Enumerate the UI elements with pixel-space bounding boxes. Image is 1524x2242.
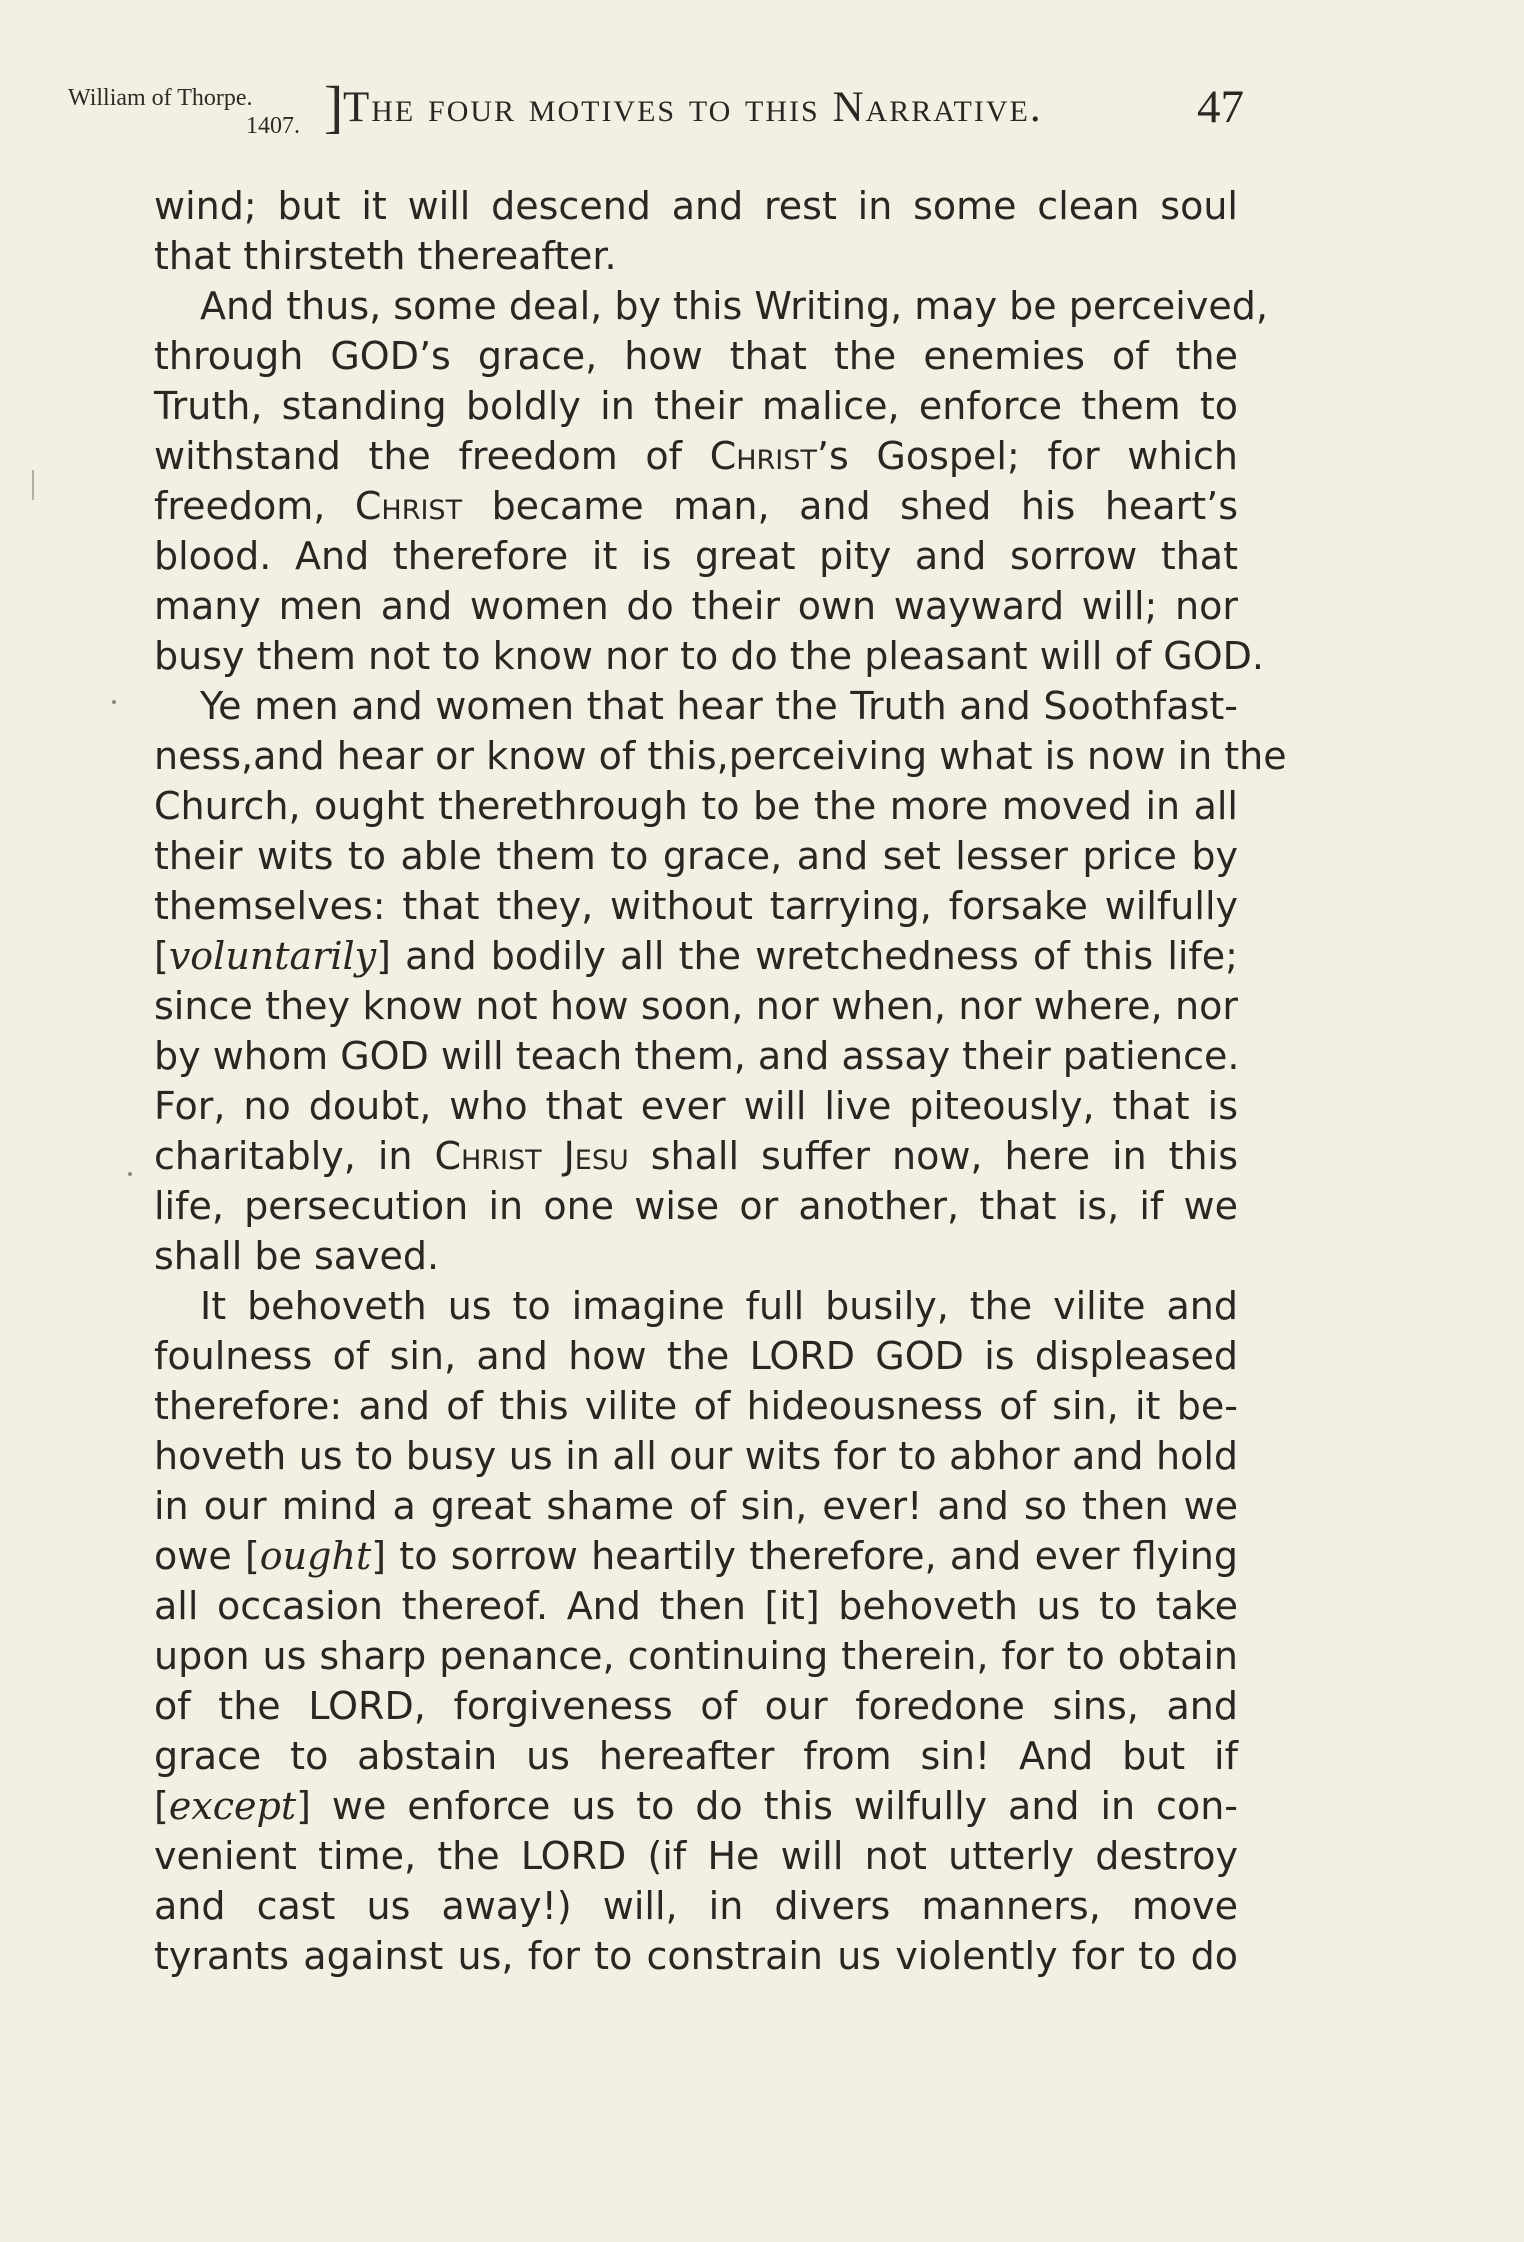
text-line: withstand the freedom of Christ’s Gospel; for which [154, 434, 1238, 478]
text-line: and cast us away!) will, in divers manners, move [154, 1884, 1238, 1928]
running-title: The four motives to this Narrative. [343, 84, 1043, 131]
text-line: all occasion thereof. And then [it] behoveth us to take [154, 1584, 1238, 1628]
text-line: in our mind a great shame of sin, ever! and so then we [154, 1484, 1238, 1528]
text-line: tyrants against us, for to constrain us violently for to do [154, 1934, 1238, 1978]
text-line: And thus, some deal, by this Writing, may be perceived, [200, 284, 1268, 328]
running-head [68, 70, 1244, 160]
margin-dot [112, 700, 116, 704]
paragraph [154, 1281, 1238, 1981]
text-line: [voluntarily] and bodily all the wretchedness of this life; [154, 934, 1238, 978]
text-line: upon us sharp penance, continuing therein, for to obtain [154, 1634, 1238, 1678]
text-line: It behoveth us to imagine full busily, the vilite and [200, 1284, 1238, 1328]
text-line: shall be saved. [154, 1234, 440, 1278]
side-note-bracket: ] [324, 74, 344, 139]
page-number: 47 [1197, 81, 1244, 133]
text-line: wind; but it will descend and rest in some clean soul [154, 184, 1238, 228]
margin-mark [32, 470, 40, 500]
text-line: themselves: that they, without tarrying, forsake wilfully [154, 884, 1238, 928]
text-line: life, persecution in one wise or another, that is, if we [154, 1184, 1238, 1228]
paragraph [154, 281, 1268, 681]
text-line: therefore: and of this vilite of hideousness of sin, it be- [154, 1384, 1238, 1428]
text-line: venient time, the LORD (if He will not utterly destroy [154, 1834, 1238, 1878]
text-line: foulness of sin, and how the LORD GOD is displeased [154, 1334, 1238, 1378]
text-line: For, no doubt, who that ever will live piteously, that is [154, 1084, 1238, 1128]
paragraph [154, 681, 1287, 1281]
body-text [154, 181, 1287, 1981]
text-line: of the LORD, forgiveness of our foredone sins, and [154, 1684, 1238, 1728]
side-note-author: William of Thorpe. [68, 85, 253, 111]
text-line: owe [ought] to sorrow heartily therefore, and ever flying [154, 1534, 1238, 1578]
text-line: their wits to able them to grace, and set lesser price by [154, 834, 1238, 878]
text-line: [except] we enforce us to do this wilfully and in con- [154, 1784, 1238, 1828]
text-line: hoveth us to busy us in all our wits for to abhor and hold [154, 1434, 1238, 1478]
text-line: freedom, Christ became man, and shed his heart’s [154, 484, 1238, 528]
text-line: that thirsteth thereafter. [154, 234, 617, 278]
paragraph [154, 181, 1238, 281]
text-line: blood. And therefore it is great pity and sorrow that [154, 534, 1238, 578]
text-line: through GOD’s grace, how that the enemies of the [154, 334, 1238, 378]
side-note [68, 84, 338, 154]
side-note-year: 1407. [246, 113, 300, 139]
margin-dot [128, 1172, 132, 1176]
text-line: charitably, in Christ Jesu shall suffer now, here in this [154, 1134, 1238, 1178]
text-line: since they know not how soon, nor when, nor where, nor [154, 984, 1238, 1028]
text-line: many men and women do their own wayward will; nor [154, 584, 1238, 628]
text-line: by whom GOD will teach them, and assay their patience. [154, 1034, 1240, 1078]
text-line: Truth, standing boldly in their malice, enforce them to [154, 384, 1238, 428]
text-line: busy them not to know nor to do the pleasant will of GOD. [154, 634, 1264, 678]
text-line: grace to abstain us hereafter from sin! And but if [154, 1734, 1238, 1778]
text-line: ness,and hear or know of this,perceiving what is now in the [154, 734, 1287, 778]
text-line: Ye men and women that hear the Truth and Soothfast- [200, 684, 1238, 728]
text-line: Church, ought therethrough to be the more moved in all [154, 784, 1238, 828]
